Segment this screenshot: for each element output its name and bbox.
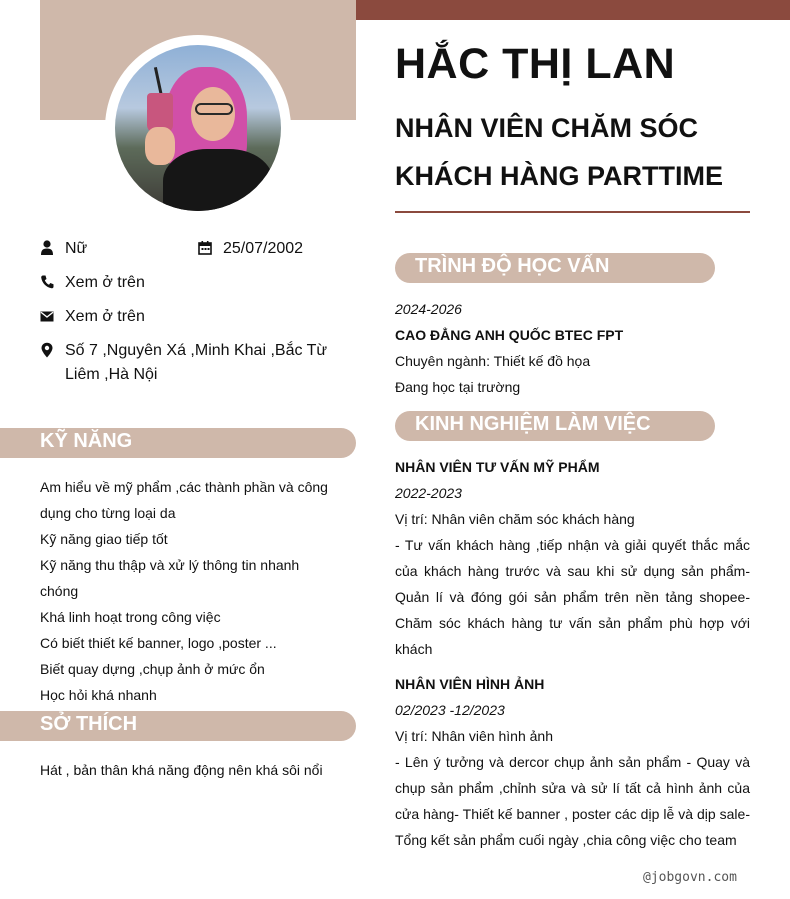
- avatar-frame: [105, 35, 291, 221]
- job-title: NHÂN VIÊN TƯ VẤN MỸ PHẨM: [395, 459, 600, 475]
- list-item: Học hỏi khá nhanh: [40, 687, 157, 703]
- skills-list: [40, 474, 340, 708]
- top-accent-bar: [356, 0, 790, 20]
- hobbies-heading: SỞ THÍCH: [40, 713, 138, 735]
- list-item: Am hiểu về mỹ phẩm ,các thành phần và công dụng cho từng loại da: [40, 479, 328, 521]
- job-title: NHÂN VIÊN HÌNH ẢNH: [395, 676, 545, 692]
- experience-entry: [395, 454, 750, 662]
- education-heading: TRÌNH ĐỘ HỌC VẤN: [415, 255, 610, 277]
- education-entry: [395, 296, 750, 400]
- experience-section-header: [395, 411, 715, 441]
- user-icon: [40, 240, 54, 256]
- mail-icon: [40, 308, 54, 324]
- job-position: Vị trí: Nhân viên hình ảnh: [395, 728, 553, 744]
- list-item: Kỹ năng giao tiếp tốt: [40, 531, 168, 547]
- list-item: Khá linh hoạt trong công việc: [40, 609, 221, 625]
- job-date: 2022-2023: [395, 485, 462, 501]
- phone-value: Xem ở trên: [65, 274, 145, 291]
- avatar: [115, 45, 281, 211]
- address-value: Số 7 ,Nguyên Xá ,Minh Khai ,Bắc Từ Liêm ,Hà Nội: [65, 342, 328, 383]
- birthday-value: 25/07/2002: [223, 240, 304, 257]
- experience-entry: [395, 671, 750, 853]
- email-value: Xem ở trên: [65, 308, 145, 325]
- location-icon: [40, 342, 54, 358]
- candidate-name: HẮC THỊ LAN: [395, 40, 676, 88]
- education-school: CAO ĐẲNG ANH QUỐC BTEC FPT: [395, 327, 624, 343]
- education-status: Đang học tại trường: [395, 379, 521, 395]
- job-date: 02/2023 -12/2023: [395, 702, 505, 718]
- skills-heading: KỸ NĂNG: [40, 430, 133, 452]
- education-date: 2024-2026: [395, 301, 462, 317]
- hobbies-text: Hát , bản thân khá năng động nên khá sôi nổi: [40, 762, 323, 778]
- list-item: Biết quay dựng ,chụp ảnh ở mức ổn: [40, 661, 265, 677]
- watermark-text: @jobgovn.com: [643, 870, 737, 885]
- list-item: Kỹ năng thu thập và xử lý thông tin nhanh chóng: [40, 557, 300, 599]
- job-description: - Tư vấn khách hàng ,tiếp nhận và giải quyết thắc mắc của khách hàng trước và sau khi sử dụng sản phẩm- Quản lí và đóng gói sản phẩm trên nền tảng shopee- Chăm sóc khách hàng tư vấn sản phẩm phù hợp với khách: [395, 537, 750, 657]
- title-divider: [395, 211, 750, 213]
- job-description: - Lên ý tưởng và dercor chụp ảnh sản phẩm - Quay và chụp sản phẩm ,chỉnh sửa và sử lí tất cả hình ảnh của cửa hàng- Thiết kế banner , poster các dịp lễ và dịp sale- Tổng kết sản phẩm cuối ngày ,chia công việc cho team: [395, 754, 750, 848]
- calendar-icon: [198, 240, 212, 256]
- education-section-header: [395, 253, 715, 283]
- gender-value: Nữ: [65, 240, 88, 257]
- hobbies-section-header: [0, 711, 356, 741]
- job-position: Vị trí: Nhân viên chăm sóc khách hàng: [395, 511, 635, 527]
- education-major: Chuyên ngành: Thiết kế đồ họa: [395, 353, 591, 369]
- phone-icon: [40, 274, 54, 290]
- list-item: Có biết thiết kế banner, logo ,poster ...: [40, 635, 277, 651]
- experience-heading: KINH NGHIỆM LÀM VIỆC: [415, 413, 651, 435]
- job-title: NHÂN VIÊN CHĂM SÓC KHÁCH HÀNG PARTTIME: [395, 113, 723, 191]
- skills-section-header: [0, 428, 356, 458]
